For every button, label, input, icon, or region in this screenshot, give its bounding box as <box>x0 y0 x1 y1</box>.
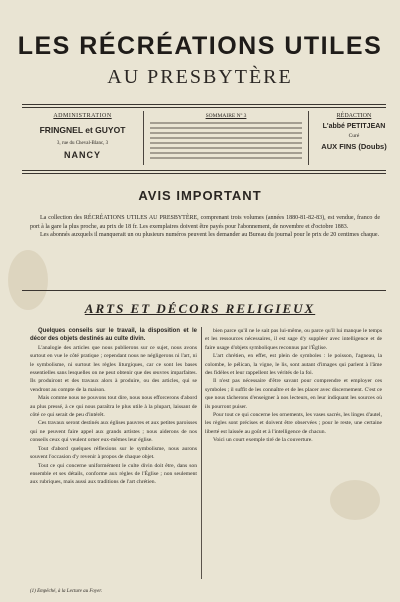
publisher-name: FRINGNEL et GUYOT <box>39 125 126 135</box>
article-paragraph: Tout d'abord quelques réflexions sur le symbolisme, nous aurons souvent l'occasion d'y revenir à propos de chaque objet. <box>30 445 197 461</box>
summary-block <box>143 111 309 165</box>
header-rule-bottom-inner <box>22 173 386 174</box>
notice-rule <box>22 290 386 291</box>
header-rule-bottom <box>22 170 386 171</box>
article-paragraph: Tout ce qui concerne uniformément le culte divin doit être, dans son ensemble et ses détails, conforme aux règles de l'Église ; non seulement aux rubriques, mais aussi aux traditions de l'art chrétien. <box>30 462 197 486</box>
editor-name: L'abbé PETITJEAN <box>322 123 386 130</box>
notice-title: AVIS IMPORTANT <box>138 188 262 203</box>
article-paragraph: Pour tout ce qui concerne les ornements, les vases sacrés, les linges d'autel, les règles sont précises et doivent être observées ; pour le reste, une certaine liberté est laissée au goût et à l'intelligence de chacun. <box>205 412 382 435</box>
article-column-right <box>205 327 382 445</box>
summary-line <box>150 147 302 149</box>
masthead-title: LES RÉCRÉATIONS UTILES <box>17 32 383 60</box>
summary-line <box>150 157 302 159</box>
administration-city: NANCY <box>63 150 101 160</box>
article-paragraph: Ces travaux seront destinés aux églises pauvres et aux petites paroisses qui ne peuvent faire appel aux grands artistes ; nous aiderons de nos conseils ceux qui veulent orner eux-mêmes leur église. <box>30 420 197 444</box>
masthead-rule-top-inner <box>22 107 386 108</box>
masthead-rule-top <box>22 104 386 105</box>
summary-line <box>150 127 302 129</box>
summary-line <box>150 132 302 134</box>
article-footnote: (1) Empêché, à la Lecture au Foyer. <box>30 589 103 594</box>
article-paragraph: L'art chrétien, en effet, est plein de symboles : le poisson, l'agneau, la colombe, le pélican, la vigne, le lis, sont autant d'images qui parlent à l'âme des fidèles et leur rappellent les vérités de la foi. <box>205 353 382 377</box>
article-paragraph: L'analogie des articles que nous publierons sur ce sujet, nous avons surtout en vue le côté pratique ; cependant nous ne négligerons ni l'art, ni le symbolisme, ni surtout les règles liturgiques, car ce sont les bases essentielles sans lesquelles on ne peut obtenir que des œuvres imparfaites. Ils produiront et des travaux alors à produire, ou des articles, qui se vendront au compte de la maison. <box>30 344 197 393</box>
editor-title: Curé <box>348 133 360 139</box>
editor-place: AUX FINS (Doubs) <box>321 142 387 151</box>
administration-address: 3, rue du Cheval-Blanc, 3 <box>56 141 109 146</box>
article-paragraph: Voici un court exemple tiré de la couverture. <box>213 437 313 444</box>
administration-label: ADMINISTRATION <box>53 113 112 119</box>
administration-block <box>30 113 135 160</box>
notice-paragraph: La collection des RÉCRÉATIONS UTILES AU PRESBYTÈRE, comprenant trois volumes (années 1880-81-82-83), est vendue, franco de port à la gare la plus proche, au prix de 18 fr. Les exemplaires doivent être payés pour l'abonnement, de novembre et d'octobre 1883. <box>30 215 380 230</box>
editor-label: RÉDACTION <box>336 113 372 119</box>
column-divider <box>201 327 202 579</box>
article-paragraph: Mais comme nous ne pouvons tout dire, nous nous efforcerons d'abord au plus pressé, à ce qui nous paraîtra le plus utile à la plupart, laissant de côté ce qui serait de peu d'intérêt. <box>30 395 197 419</box>
summary-line <box>150 137 302 139</box>
article-paragraph: bien parce qu'il ne le sait pas lui-même, ou parce qu'il lui manque le temps et les ressources nécessaires, il est sage d'y suppléer avec intelligence et de faire usage d'objets symboliques reconnus par l'Église. <box>205 328 382 351</box>
notice-body <box>30 214 380 240</box>
summary-line <box>150 122 302 124</box>
paper-stain <box>330 480 380 520</box>
article-column-left <box>30 327 197 487</box>
article-title: ARTS ET DÉCORS RELIGIEUX <box>84 301 316 316</box>
notice-paragraph: Les abonnés auxquels il manquerait un ou plusieurs numéros peuvent les demander au Bureau du journal pour le prix de 20 centimes chaque. <box>40 232 380 239</box>
article-paragraph: Il n'est pas nécessaire d'être savant pour comprendre et employer ces symboles ; il suffit de les connaître et de les placer avec discernement. C'est ce que nous tâcherons d'enseigner à nos lecteurs, en leur indiquant les sources où ils pourront puiser. <box>205 378 382 410</box>
article-lead: Quelques conseils sur le travail, la disposition et le décor des objets destinés au culte divin. <box>30 328 197 343</box>
editor-block <box>314 113 394 151</box>
summary-line <box>150 152 302 154</box>
summary-line <box>150 142 302 144</box>
masthead-subtitle: AU PRESBYTÈRE <box>107 66 293 88</box>
summary-label: SOMMAIRE Nº 3 <box>205 113 247 119</box>
